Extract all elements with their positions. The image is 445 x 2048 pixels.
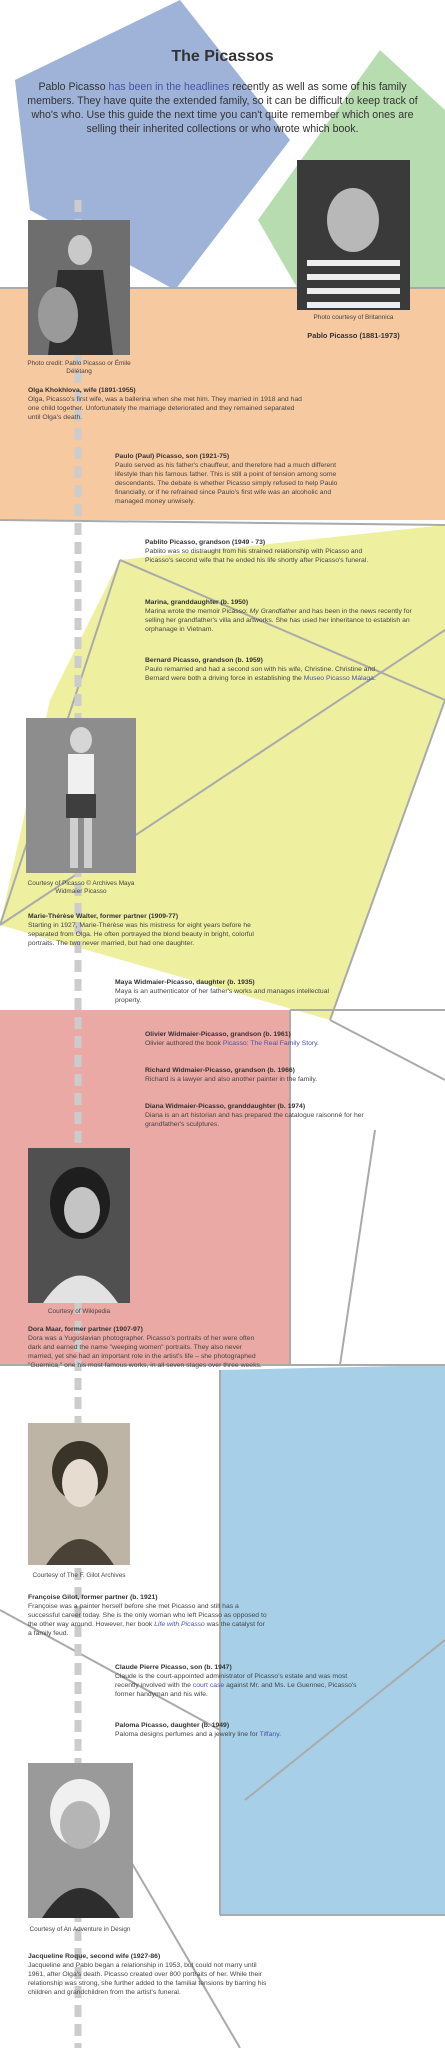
jacqueline-entry — [28, 1952, 268, 1997]
bernard-text — [145, 665, 385, 683]
bernard-name: Bernard Picasso, grandson (b. 1959) — [145, 657, 263, 664]
olga-photo — [28, 220, 130, 355]
dora-caption: Courtesy of Wikipedia — [47, 1308, 111, 1315]
paloma-entry — [115, 1721, 360, 1739]
maya-text: Maya is an authenticator of her father's works and manages intellectual property. — [115, 988, 330, 1004]
claude-text — [115, 1672, 360, 1699]
francoise-text — [28, 1602, 268, 1638]
marie-caption: Courtesy of Picasso © Archives Maya Widmaier Picasso — [27, 880, 135, 895]
intro-text-2: recently as well as some of his family members. They have quite the extended family, so it can be difficult to keep track of who's who. Use this guide the next time you can't quite remember which ones are selling their inherited collections or who wrote which book. — [27, 81, 418, 135]
pablo-portrait-image — [297, 160, 410, 310]
dora-text: Dora was a Yugoslavian photographer. Picasso's portraits of her were often dark and earned the name "weeping women" portraits. They also never married, yet she had an important role in the artist's life – she photographed "Guernica," one his most famous works, in all seven stages over three weeks. — [28, 1335, 262, 1369]
marie-entry — [28, 912, 258, 948]
richard-name: Richard Widmaier-Picasso, grandson (b. 1966) — [145, 1067, 295, 1074]
jacqueline-name: Jacqueline Roque, second wife (1927-86) — [28, 1953, 161, 1960]
jacqueline-portrait-image — [28, 1763, 133, 1918]
marina-name: Marina, granddaughter (b. 1950) — [145, 599, 249, 606]
claude-text-a: Claude is the court-appointed administrator of Picasso's estate and was most recently involved with the — [115, 1673, 348, 1689]
claude-name: Claude Pierre Picasso, son (b. 1947) — [115, 1664, 232, 1671]
dora-portrait-image — [28, 1148, 130, 1303]
claude-entry — [115, 1663, 360, 1699]
maya-entry — [115, 978, 345, 1005]
paulo-text: Paulo served as his father's chauffeur, and therefore had a much different lifestyle than his famous father. This is still a point of tension among some descendants. The debate is whether Picasso simply refused to help Paulo financially, or if he refrained since Paulo's first wife was an alcoholic and managed money unwisely. — [115, 462, 338, 505]
richard-entry — [145, 1066, 385, 1084]
marina-book-title: My Grandfather — [249, 608, 297, 615]
marina-text-a: Marina wrote the memoir Picasso: — [145, 608, 250, 615]
olivier-text-a: Olivier authored the book — [145, 1040, 223, 1047]
olga-text: Olga, Picasso's first wife, was a ballerina when she met him. They married in 1918 and had one child together. Unfortunately the marriage deteriorated and they remained separated until Olga's death. — [28, 396, 302, 421]
bernard-entry — [145, 656, 385, 683]
diana-text: Diana is an art historian and has prepared the catalogue raisonné for her grandfather's sculptures. — [145, 1112, 364, 1128]
francoise-text-a: Françoise was a painter herself before she met Picasso and still has a successful career today. She is the only woman who left Picasso as opposed to the other way around. However, her book — [28, 1603, 267, 1628]
museo-link[interactable]: Museo Picasso Málaga — [303, 675, 374, 682]
dora-name: Dora Maar, former partner (1907-97) — [28, 1326, 143, 1333]
jacqueline-photo — [28, 1763, 133, 1918]
richard-text: Richard is a lawyer and also another painter in the family. — [145, 1076, 318, 1083]
dora-photo — [28, 1148, 130, 1303]
pablito-name: Pablito Picasso, grandson (1949 - 73) — [145, 539, 266, 546]
claude-text-b: against Mr. and Ms. Le Guennec, Picasso's former handyman and his wife. — [115, 1682, 357, 1698]
paulo-entry — [115, 452, 355, 506]
marie-name: Marie-Thérèse Walter, former partner (1909-77) — [28, 913, 179, 920]
dora-entry — [28, 1325, 268, 1370]
diana-entry — [145, 1102, 380, 1129]
marie-photo — [26, 718, 136, 873]
paloma-name: Paloma Picasso, daughter (b. 1949) — [115, 1722, 230, 1729]
paulo-name: Paulo (Paul) Picasso, son (1921-75) — [115, 453, 230, 460]
francoise-portrait-image — [28, 1423, 130, 1565]
olga-caption: Photo credit: Pablo Picasso or Émile Délétang — [27, 360, 131, 375]
diana-name: Diana Widmaier-Picasso, granddaughter (b. 1974) — [145, 1103, 306, 1110]
pablo-photo — [297, 160, 410, 310]
francoise-text-b: was the catalyst for a family feud. — [28, 1621, 265, 1637]
olivier-entry — [145, 1030, 385, 1048]
intro-paragraph — [22, 80, 423, 136]
olivier-text-b: . — [317, 1040, 319, 1047]
pablo-name: Pablo Picasso (1881-1973) — [307, 331, 400, 340]
tiffany-link[interactable]: Tiffany — [259, 1731, 280, 1738]
pablito-entry — [145, 538, 385, 565]
bernard-text-b: . — [373, 675, 376, 682]
jacqueline-caption: Courtesy of An Adventure in Design — [29, 1926, 131, 1933]
life-with-picasso-link[interactable]: Life with Picasso — [154, 1621, 205, 1628]
marie-text: Starting in 1927, Marie-Thérèse was his mistress for eight years before he separated from Olga. He often portrayed the blond beauty in bright, colorful portraits. The two never married, but had one daughter. — [28, 922, 254, 947]
francoise-name: Françoise Gilot, former partner (b. 1921) — [28, 1594, 158, 1601]
marina-text-b: and has been in the news recently for selling her grandfather's villa and artworks. She has used her inheritance to establish an orphanage in Vietnam. — [145, 608, 412, 633]
olga-entry — [28, 386, 308, 422]
francoise-entry — [28, 1593, 268, 1638]
page-title: The Picassos — [171, 48, 274, 65]
intro-text-1: Pablo Picasso — [38, 81, 109, 93]
paloma-text-b: . — [279, 1731, 281, 1738]
olivier-text — [145, 1039, 385, 1048]
jacqueline-text: Jacqueline and Pablo began a relationship in 1953, but could not marry until 1961, after Olga's death. Picasso created over 800 portraits of her. While their relationship was strong, she further added to the familial tensions by barring his children and grandchildren from the artist's funeral. — [28, 1962, 267, 1996]
paloma-text-a: Paloma designs perfumes and a jewelry line for — [115, 1731, 260, 1738]
headlines-link[interactable]: has been in the headlines — [108, 81, 230, 93]
paloma-text — [115, 1730, 360, 1739]
real-family-story-link[interactable]: Picasso: The Real Family Story — [222, 1040, 318, 1047]
maya-name: Maya Widmaier-Picasso, daughter (b. 1935) — [115, 979, 255, 986]
olga-portrait-image — [28, 220, 130, 355]
marina-entry — [145, 598, 425, 634]
francoise-caption: Courtesy of The F. Gilot Archives — [32, 1572, 126, 1579]
francoise-photo — [28, 1423, 130, 1565]
pablo-caption: Photo courtesy of Britannica — [313, 314, 394, 321]
olga-name: Olga Khokhlova, wife (1891-1955) — [28, 387, 136, 394]
bernard-text-a: Paulo remarried and had a second son with his wife, Christine. Christine and Bernard were both a driving force in establishing the — [145, 666, 376, 682]
marie-portrait-image — [26, 718, 136, 873]
court-case-link[interactable]: court case — [192, 1682, 225, 1689]
olivier-name: Olivier Widmaier-Picasso, grandson (b. 1961) — [145, 1031, 291, 1038]
pablito-text: Pablito was so distraught from his strained relationship with Picasso and Picasso's second wife that he ended his life shortly after Picasso's funeral. — [145, 548, 369, 564]
marina-text — [145, 607, 425, 634]
